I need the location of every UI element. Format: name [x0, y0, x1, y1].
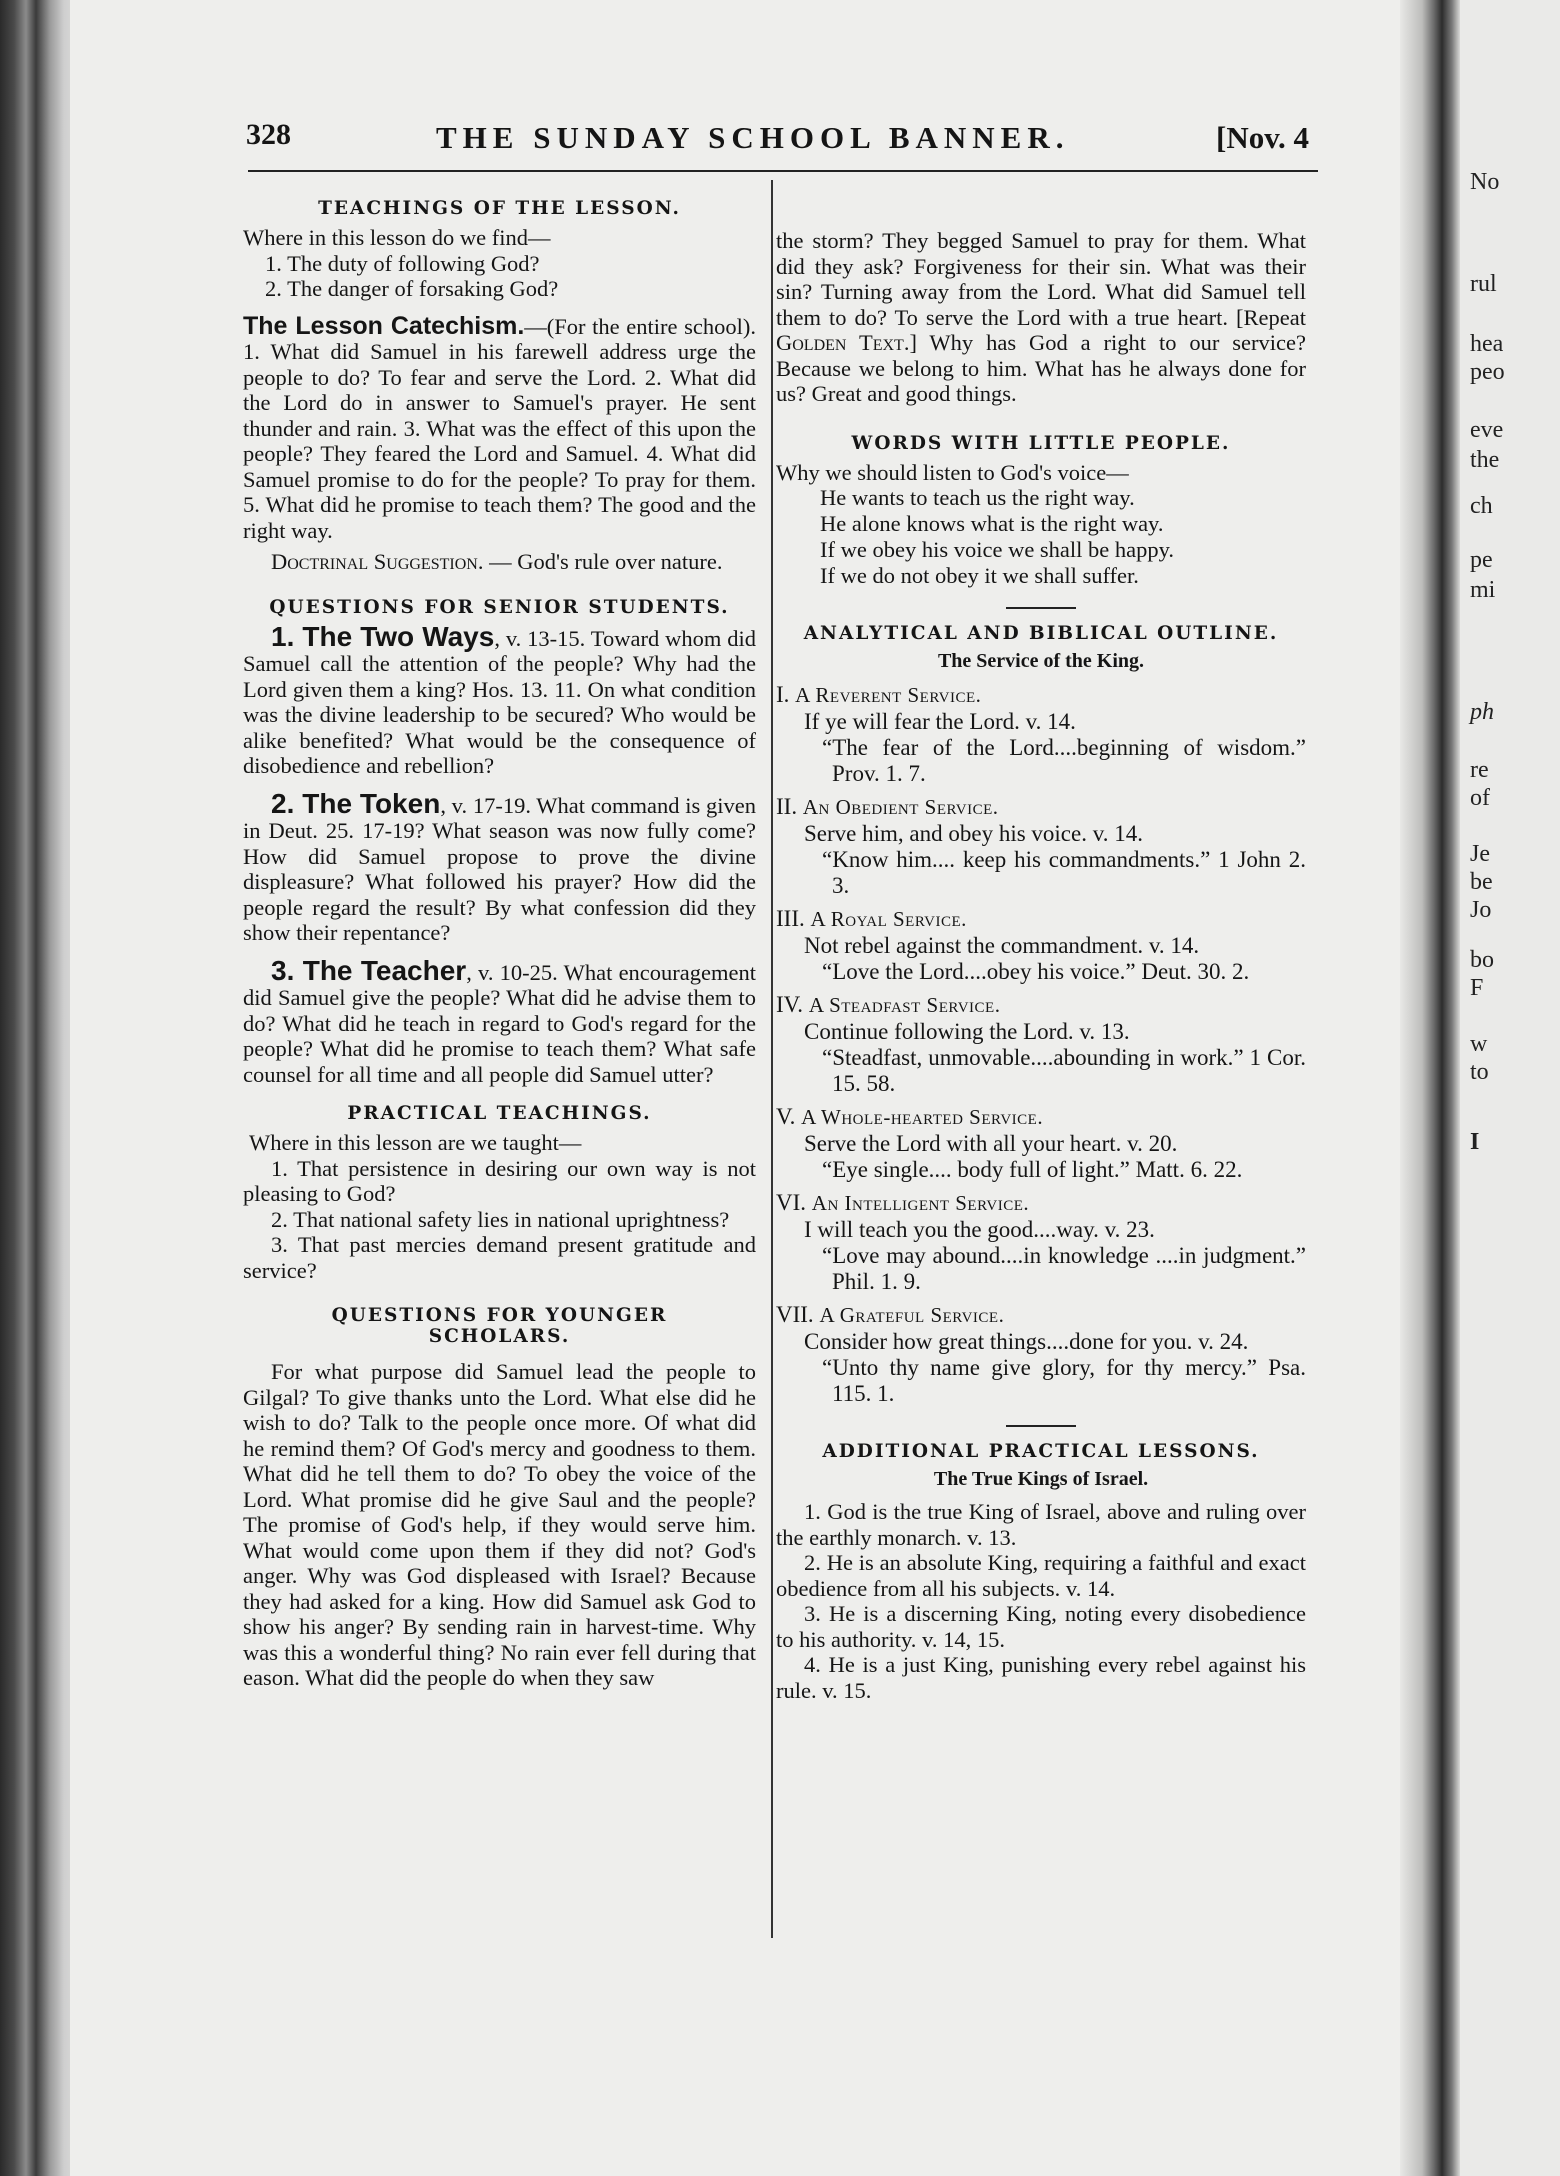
section-intro: Where in this lesson do we find—	[243, 225, 551, 250]
doctrinal-suggestion	[243, 549, 756, 575]
section-heading: WORDS WITH LITTLE PEOPLE.	[851, 432, 1231, 454]
section-younger-scholars	[243, 1305, 756, 1691]
page-header	[246, 112, 1326, 172]
section-rule	[1006, 607, 1076, 609]
outline-item	[776, 991, 1306, 1097]
section-intro: Where in this lesson are we taught—	[249, 1130, 582, 1155]
verse-line: If we do not obey it we shall suffer.	[820, 563, 1139, 588]
outline-quote: “Eye single.... body full of light.” Matt. 6. 22.	[822, 1157, 1243, 1182]
list-item: 2. He is an absolute King, requiring a faithful and exact obedience from all his subjects. v. 14.	[776, 1550, 1306, 1601]
section-heading: QUESTIONS FOR SENIOR STUDENTS.	[269, 596, 730, 618]
outline-reference: If ye will fear the Lord. v. 14.	[804, 709, 1076, 734]
outline-numeral: V.	[776, 1104, 796, 1129]
facing-page-text: re	[1470, 757, 1489, 783]
list-item: 4. He is a just King, punishing every rebel against his rule. v. 15.	[776, 1652, 1306, 1703]
doctrinal-text: — God's rule over nature.	[483, 549, 723, 574]
facing-page-text: the	[1470, 447, 1500, 473]
outline-quote: “Love the Lord....obey his voice.” Deut. 30. 2.	[822, 959, 1250, 984]
outline-numeral: II.	[776, 794, 798, 819]
facing-page-text: rul	[1470, 271, 1497, 297]
book-gutter	[1400, 0, 1460, 2176]
section-analytical-outline	[776, 623, 1306, 1407]
outline-label: An Intelligent Service.	[811, 1191, 1030, 1215]
section-senior-questions	[243, 597, 756, 1088]
lesson-catechism	[243, 311, 757, 544]
outline-label: A Reverent Service.	[795, 683, 982, 707]
outline-label: A Grateful Service.	[819, 1303, 1005, 1327]
outline-label: A Whole-hearted Service.	[801, 1105, 1044, 1129]
question-text: What command is given in Deut. 25. 17-19? What season was now fully come? How did Samuel propose to prove the divine displeasure? What followed his prayer? How did the people regard the result? By what confession did they show their repentance?	[243, 792, 756, 945]
section-heading: SCHOLARS.	[428, 1326, 571, 1347]
facing-page-text: w	[1470, 1031, 1488, 1057]
continuation-text: .] Why has God a right to our service? Because we belong to him. What has he always done for us? Great and good things.	[776, 330, 1306, 406]
verse-line: He wants to teach us the right way.	[820, 485, 1135, 510]
section-heading: QUESTIONS FOR YOUNGER	[331, 1305, 668, 1326]
outline-label: An Obedient Service.	[802, 795, 999, 819]
continuation-text: the storm? They begged Samuel to pray for them. What did they ask? Forgiveness for their sin. What was their sin? Turning away from the Lord. What did Samuel tell them to do? To serve the Lord with a true heart. [Repeat	[776, 228, 1306, 330]
outline-item	[776, 905, 1306, 985]
outline-item	[776, 1189, 1306, 1295]
outline-item	[776, 681, 1306, 787]
facing-page-text: peo	[1470, 359, 1505, 385]
facing-page-text: I	[1470, 1129, 1480, 1155]
journal-title: THE SUNDAY SCHOOL BANNER.	[436, 120, 1070, 155]
verse-ref: , v. 17-19.	[440, 792, 531, 818]
outline-quote: “Know him.... keep his commandments.” 1 John 2. 3.	[822, 847, 1306, 898]
question-item	[243, 954, 756, 1088]
list-item: 3. He is a discerning King, noting every disobedience to his authority. v. 14, 15.	[776, 1601, 1306, 1652]
outline-quote: “Unto thy name give glory, for thy mercy.” Psa. 115. 1.	[822, 1355, 1306, 1406]
younger-scholars-text: For what purpose did Samuel lead the people to Gilgal? To give thanks unto the Lord. What else did he wish to do? Talk to the people once more. Of what did he remind them? Of God's mercy and goodness to them. What did he tell them to do? To obey the voice of the Lord. What promise did he give Saul and the people? The promise of God's help, if they would serve him. What would come upon them if they did not? God's anger. Why was God displeased with Israel? Because they had asked for a king. How did Samuel ask God to show his anger? By sending rain in harvest-time. Why was this a wonderful thing? No rain ever fell during that eason. What did the people do when they saw	[243, 1359, 756, 1690]
outline-label: A Royal Service.	[810, 907, 967, 931]
outline-quote: “Love may abound....in knowledge ....in judgment.” Phil. 1. 9.	[822, 1243, 1306, 1294]
section-heading: PRACTICAL TEACHINGS.	[347, 1103, 652, 1124]
section-subheading: The Service of the King.	[937, 650, 1145, 672]
section-heading: ADDITIONAL PRACTICAL LESSONS.	[822, 1441, 1260, 1462]
outline-item	[776, 1301, 1306, 1407]
section-subheading: The True Kings of Israel.	[933, 1468, 1149, 1490]
outline-numeral: VI.	[776, 1190, 807, 1215]
section-heading: TEACHINGS OF THE LESSON.	[318, 198, 681, 219]
question-lead: 3. The Teacher	[271, 954, 467, 986]
outline-numeral: III.	[776, 906, 805, 931]
verse-ref: , v. 13-15.	[494, 625, 586, 651]
question-text: What encouragement did Samuel give the people? What did he advise them to do? What did he teach in regard to God's regard for the people? What did he promise to teach them? What safe counsel for all time and all people did Samuel utter?	[243, 959, 756, 1087]
left-column	[243, 190, 756, 1691]
facing-page-text: of	[1470, 785, 1490, 811]
facing-page-text: be	[1470, 869, 1493, 895]
section-additional-lessons	[776, 1441, 1306, 1703]
facing-page-text: Je	[1470, 841, 1490, 867]
right-column	[776, 228, 1306, 1703]
facing-page-text: pe	[1470, 547, 1493, 573]
section-practical-teachings	[243, 1103, 756, 1283]
list-item: 1. That persistence in desiring our own way is not pleasing to God?	[243, 1155, 756, 1206]
section-little-people	[776, 433, 1306, 590]
list-item: 2. That national safety lies in national uprightness?	[271, 1206, 730, 1232]
facing-page-text: F	[1470, 975, 1484, 1001]
section-intro: Why we should listen to God's voice—	[776, 459, 1129, 485]
outline-numeral: IV.	[776, 992, 804, 1017]
outline-quote: “The fear of the Lord....beginning of wisdom.” Prov. 1. 7.	[822, 735, 1306, 786]
list-item: 1. The duty of following God?	[265, 250, 540, 276]
doctrinal-lead: Doctrinal Suggestion.	[271, 549, 484, 574]
page-number: 328	[246, 118, 291, 151]
header-rule	[248, 170, 1318, 172]
question-text: Toward whom did Samuel call the attention of the people? Why had the Lord given them a king? Hos. 13. 11. On what condition was the divine leadership to be secured? Who would be alike benefited? What would be the consequence of disobedience and rebellion?	[243, 625, 756, 778]
section-rule	[1006, 1425, 1076, 1427]
outline-numeral: I.	[776, 682, 790, 707]
outline-reference: Consider how great things....done for you. v. 24.	[804, 1329, 1249, 1354]
facing-page-fragment	[1460, 0, 1560, 2176]
outline-item	[776, 1103, 1306, 1183]
facing-page-text: No	[1470, 169, 1500, 195]
outline-reference: Not rebel against the commandment. v. 14.	[804, 933, 1200, 958]
verse-line: He alone knows what is the right way.	[820, 511, 1164, 536]
column-divider	[771, 180, 773, 1938]
issue-date: [Nov. 4	[1216, 120, 1309, 155]
question-lead: 2. The Token	[271, 787, 441, 819]
younger-scholars-continuation	[776, 228, 1306, 407]
facing-page-text: eve	[1470, 417, 1504, 443]
facing-page-text: bo	[1470, 947, 1494, 973]
list-item: 2. The danger of forsaking God?	[265, 276, 559, 301]
outline-numeral: VII.	[776, 1302, 814, 1327]
section-teachings-of-the-lesson	[243, 198, 756, 302]
question-item	[243, 787, 756, 946]
golden-text-ref: Golden Text	[776, 330, 904, 355]
facing-page-text: mi	[1470, 577, 1496, 603]
catechism-lead: The Lesson Catechism.	[243, 311, 525, 340]
facing-page-text: to	[1470, 1059, 1489, 1085]
section-heading: ANALYTICAL AND BIBLICAL OUTLINE.	[803, 623, 1279, 644]
outline-quote: “Steadfast, unmovable....abounding in work.” 1 Cor. 15. 58.	[822, 1045, 1306, 1096]
verse-ref: , v. 10-25.	[466, 959, 558, 985]
outline-reference: Serve him, and obey his voice. v. 14.	[804, 821, 1143, 846]
catechism-text: —(For the entire school). 1. What did Samuel in his farewell address urge the people to do? To fear and serve the Lord. 2. What did the Lord do in answer to Samuel's prayer. He sent thunder and rain. 3. What was the effect of this upon the people? They feared the Lord and Samuel. 4. What did Samuel promise to do for the people? To pray for them. 5. What did he promise to teach them? The good and the right way.	[243, 313, 757, 543]
outline-reference: I will teach you the good....way. v. 23.	[804, 1217, 1155, 1242]
facing-page-text: ph	[1470, 699, 1494, 725]
facing-page-text: hea	[1470, 331, 1504, 357]
outline-item	[776, 793, 1306, 899]
list-item: 1. God is the true King of Israel, above and ruling over the earthly monarch. v. 13.	[776, 1499, 1306, 1550]
outline-label: A Steadfast Service.	[808, 993, 1001, 1017]
outline-reference: Continue following the Lord. v. 13.	[804, 1019, 1130, 1044]
outline-reference: Serve the Lord with all your heart. v. 20.	[804, 1131, 1178, 1156]
verse-line: If we obey his voice we shall be happy.	[820, 537, 1175, 562]
facing-page-text: Jo	[1470, 897, 1492, 923]
question-item	[243, 620, 756, 779]
facing-page-text: ch	[1470, 493, 1493, 519]
list-item: 3. That past mercies demand present gratitude and service?	[243, 1232, 756, 1283]
question-lead: 1. The Two Ways	[271, 620, 495, 652]
